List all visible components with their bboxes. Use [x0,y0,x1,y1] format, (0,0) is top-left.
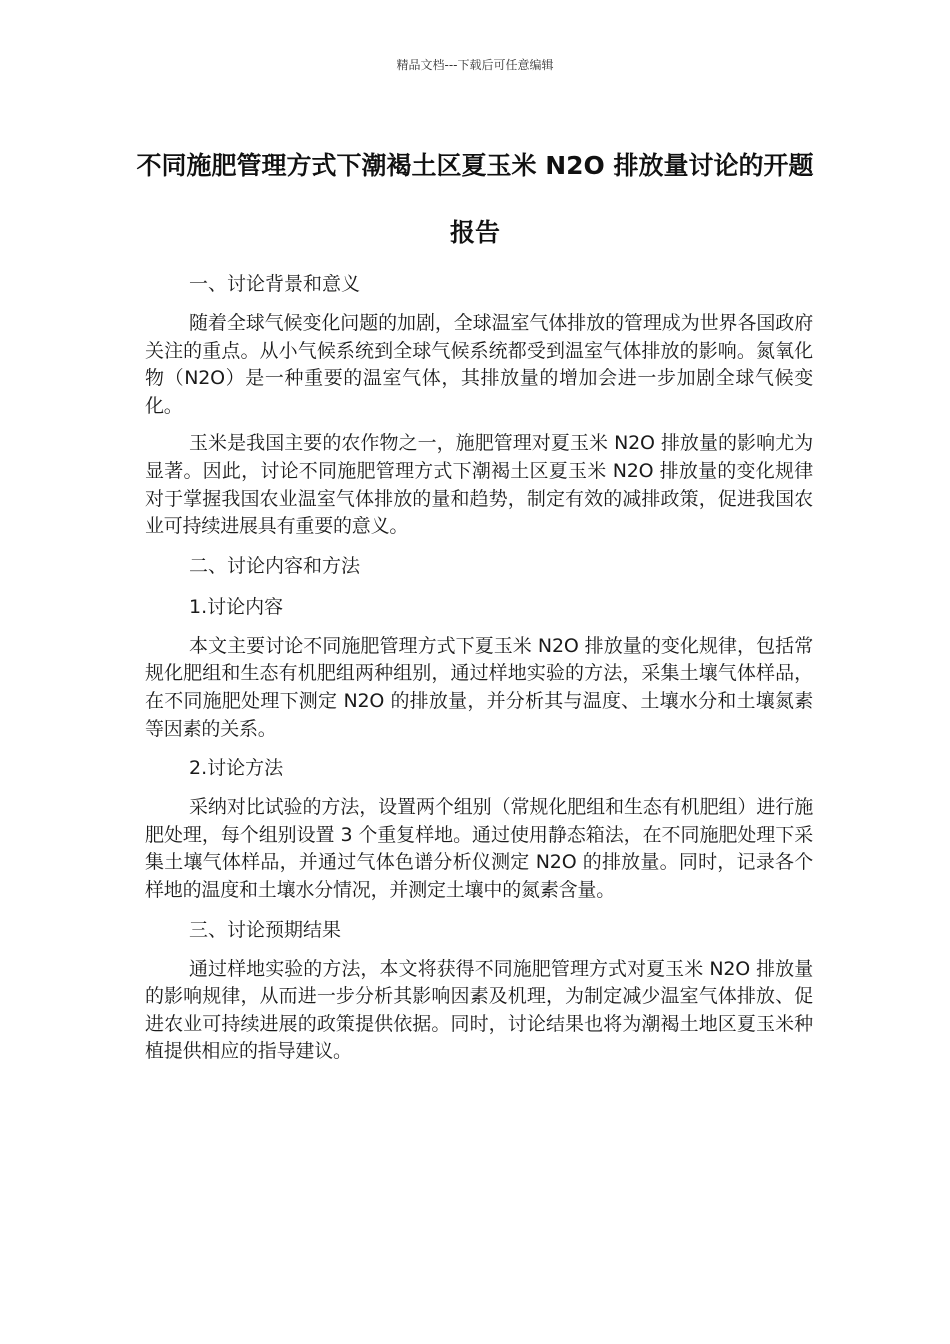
document-body [145,269,813,1076]
section-heading-expected-results: 三、讨论预期结果 [189,918,342,941]
paragraph-research-method: 采纳对比试验的方法，设置两个组别（常规化肥组和生态有机肥组）进行施肥处理，每个组别设置 3 个重复样地。通过使用静态箱法，在不同施肥处理下采集土壤气体样品，并通过气体色谱分析仪测定 N2O 的排放量。同时，记录各个样地的温度和土壤水分情况，并测定土壤中的氮素含量。 [145,796,813,901]
paragraph-background-1: 随着全球气候变化问题的加剧，全球温室气体排放的管理成为世界各国政府关注的重点。从小气候系统到全球气候系统都受到温室气体排放的影响。氮氧化物（N2O）是一种重要的温室气体，其排放量的增加会进一步加剧全球气候变化。 [145,312,813,417]
section-heading-content-method: 二、讨论内容和方法 [189,554,361,577]
subheading-research-method: 2.讨论方法 [189,757,284,780]
paragraph-research-content: 本文主要讨论不同施肥管理方式下夏玉米 N2O 排放量的变化规律，包括常规化肥组和生态有机肥组两种组别，通过样地实验的方法，采集土壤气体样品，在不同施肥处理下测定 N2O 的排放量，并分析其与温度、土壤水分和土壤氮素等因素的关系。 [145,634,813,740]
section-heading-background: 一、讨论背景和意义 [189,273,361,295]
document-title: 不同施肥管理方式下潮褐土区夏玉米 N2O 排放量讨论的开题报告 [136,151,814,247]
subheading-research-content: 1.讨论内容 [189,595,284,618]
paragraph-expected-results: 通过样地实验的方法，本文将获得不同施肥管理方式对夏玉米 N2O 排放量的影响规律，从而进一步分析其影响因素及机理，为制定减少温室气体排放、促进农业可持续进展的政策提供依据。同时，讨论结果也将为潮褐土地区夏玉米种植提供相应的指导建议。 [145,957,813,1063]
header-note: 精品文档---下载后可任意编辑 [396,58,554,72]
paragraph-background-2: 玉米是我国主要的农作物之一，施肥管理对夏玉米 N2O 排放量的影响尤为显著。因此，讨论不同施肥管理方式下潮褐土区夏玉米 N2O 排放量的变化规律对于掌握我国农业温室气体排放的量和趋势，制定有效的减排政策，促进我国农业可持续进展具有重要的意义。 [145,432,813,538]
